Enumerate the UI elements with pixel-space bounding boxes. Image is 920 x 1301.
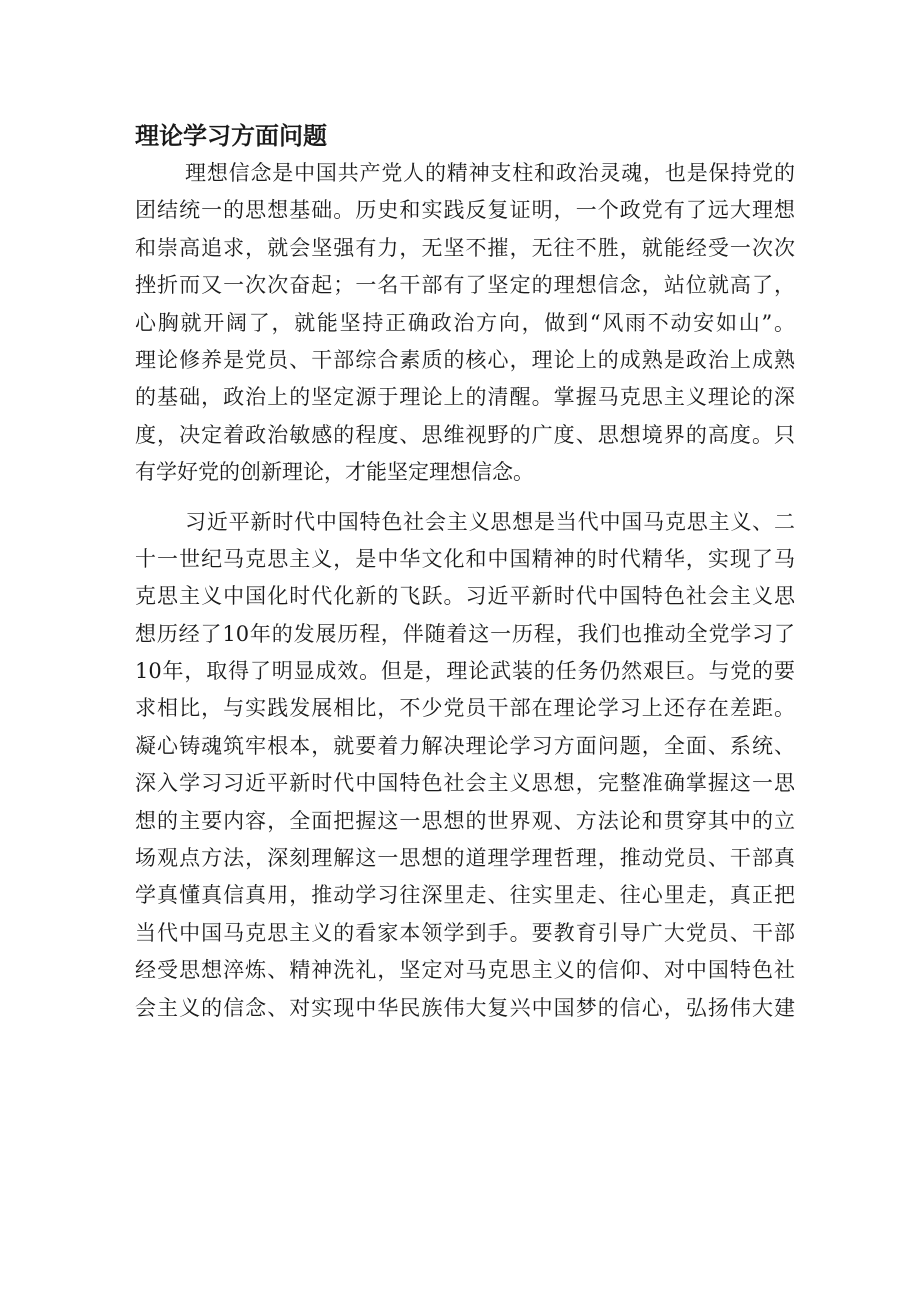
paragraph-2	[135, 504, 795, 1027]
paragraph-line: 理论修养是党员、干部综合素质的核心，理论上的成熟是政治上成熟	[135, 347, 795, 372]
paragraph-line: 十一世纪马克思主义，是中华文化和中国精神的时代精华，实现了马	[135, 546, 795, 571]
paragraph-line: 经受思想淬炼、精神洗礼，坚定对马克思主义的信仰、对中国特色社	[135, 958, 795, 983]
paragraph-line: 挫折而又一次次奋起；一名干部有了坚定的理想信念，站位就高了，	[135, 273, 795, 298]
paragraph-line: 当代中国马克思主义的看家本领学到手。要教育引导广大党员、干部	[135, 920, 795, 945]
paragraph-line: 求相比，与实践发展相比，不少党员干部在理论学习上还存在差距。	[135, 696, 795, 721]
section-heading: 理论学习方面问题	[135, 122, 327, 150]
paragraph-line: 团结统一的思想基础。历史和实践反复证明，一个政党有了远大理想	[135, 198, 795, 223]
paragraph-1	[135, 155, 795, 492]
paragraph-line: 学真懂真信真用，推动学习往深里走、往实里走、往心里走，真正把	[135, 883, 795, 908]
paragraph-line: 会主义的信念、对实现中华民族伟大复兴中国梦的信心，弘扬伟大建	[135, 995, 795, 1020]
paragraph-line: 和崇高追求，就会坚强有力，无坚不摧，无往不胜，就能经受一次次	[135, 235, 795, 260]
paragraph-line: 场观点方法，深刻理解这一思想的道理学理哲理，推动党员、干部真	[135, 846, 795, 871]
paragraph-line: 理想信念是中国共产党人的精神支柱和政治灵魂，也是保持党的	[185, 161, 795, 185]
paragraph-line: 习近平新时代中国特色社会主义思想是当代中国马克思主义、二	[185, 509, 795, 534]
paragraph-line: 克思主义中国化时代化新的飞跃。习近平新时代中国特色社会主义思	[135, 584, 795, 609]
paragraph-line: 深入学习习近平新时代中国特色社会主义思想，完整准确掌握这一思	[135, 771, 795, 796]
paragraph-line: 10年，取得了明显成效。但是，理论武装的任务仍然艰巨。与党的要	[135, 659, 795, 684]
paragraph-line: 有学好党的创新理论，才能坚定理想信念。	[135, 460, 534, 485]
paragraph-line: 想的主要内容，全面把握这一思想的世界观、方法论和贯穿其中的立	[135, 808, 795, 833]
document-body	[135, 155, 795, 1039]
paragraph-line: 度，决定着政治敏感的程度、思维视野的广度、思想境界的高度。只	[135, 422, 795, 447]
paragraph-line: 心胸就开阔了，就能坚持正确政治方向，做到“风雨不动安如山”。	[135, 310, 795, 335]
paragraph-line: 想历经了10年的发展历程，伴随着这一历程，我们也推动全党学习了	[135, 621, 795, 646]
paragraph-line: 凝心铸魂筑牢根本，就要着力解决理论学习方面问题，全面、系统、	[135, 733, 795, 758]
paragraph-line: 的基础，政治上的坚定源于理论上的清醒。掌握马克思主义理论的深	[135, 385, 795, 410]
